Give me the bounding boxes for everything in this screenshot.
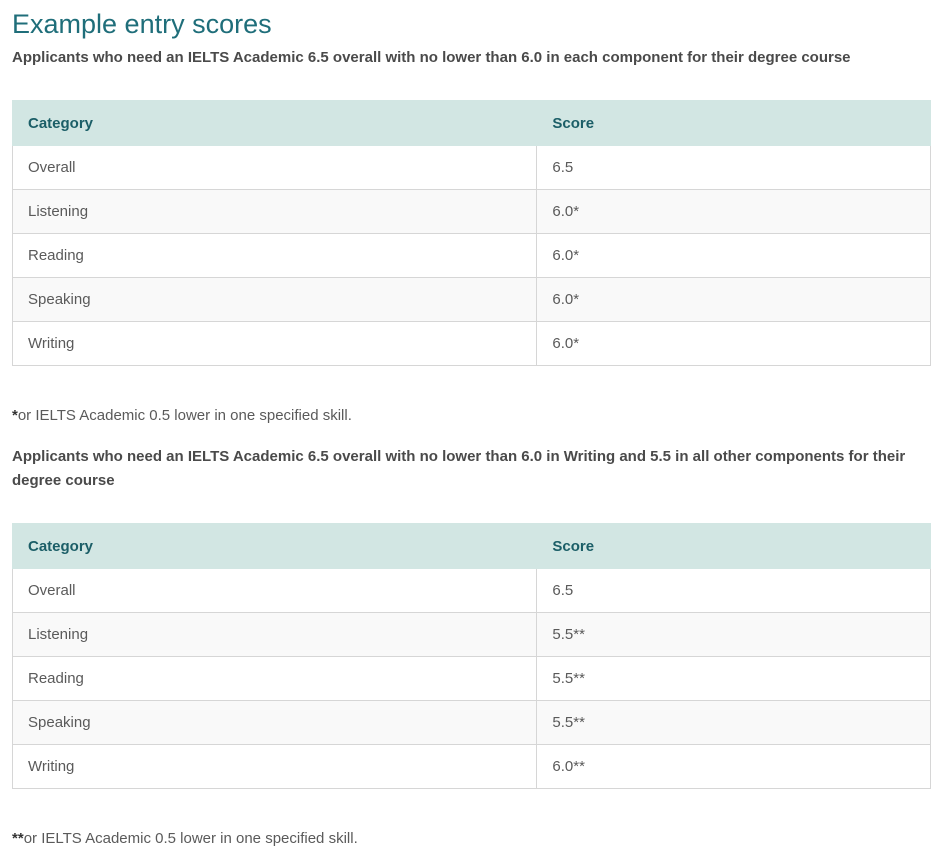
category-cell: Speaking: [13, 701, 537, 745]
table-header-row: [13, 101, 931, 146]
footnote-text: or IELTS Academic 0.5 lower in one specified skill.: [17, 407, 352, 424]
category-cell: Speaking: [13, 278, 537, 322]
column-header-score: Score: [537, 524, 931, 569]
page-title: Example entry scores: [12, 9, 272, 39]
table-row: [13, 190, 931, 234]
category-cell: Reading: [13, 657, 537, 701]
footnote-text: or IELTS Academic 0.5 lower in one specified skill.: [23, 830, 358, 847]
column-header-score: Score: [537, 101, 931, 146]
score-cell: 6.0*: [537, 278, 931, 322]
table-row: [13, 613, 931, 657]
table-row: [13, 278, 931, 322]
category-cell: Writing: [13, 745, 537, 789]
scores-table-2: [12, 523, 931, 789]
scores-table-1: [12, 100, 931, 366]
table-row: [13, 322, 931, 366]
footnote-marker: *: [12, 407, 18, 424]
score-cell: 5.5**: [537, 613, 931, 657]
category-cell: Overall: [13, 146, 537, 190]
score-cell: 6.0*: [537, 190, 931, 234]
section-1-intro: Applicants who need an IELTS Academic 6.5 overall with no lower than 6.0 in each component for their degree course: [12, 49, 851, 66]
footnote-2: [12, 829, 358, 849]
table-row: [13, 146, 931, 190]
table-row: [13, 569, 931, 613]
table-row: [13, 657, 931, 701]
category-cell: Listening: [13, 613, 537, 657]
table-header-row: [13, 524, 931, 569]
score-cell: 6.5: [537, 146, 931, 190]
score-cell: 5.5**: [537, 657, 931, 701]
category-cell: Writing: [13, 322, 537, 366]
score-cell: 6.5: [537, 569, 931, 613]
column-header-category: Category: [13, 524, 537, 569]
category-cell: Reading: [13, 234, 537, 278]
category-cell: Listening: [13, 190, 537, 234]
column-header-category: Category: [13, 101, 537, 146]
table-row: [13, 234, 931, 278]
table-row: [13, 745, 931, 789]
score-cell: 6.0*: [537, 234, 931, 278]
category-cell: Overall: [13, 569, 537, 613]
footnote-marker: **: [12, 830, 24, 847]
section-2-intro: Applicants who need an IELTS Academic 6.5 overall with no lower than 6.0 in Writing and 5.5 in all other components for their degree course: [12, 448, 906, 489]
score-cell: 5.5**: [537, 701, 931, 745]
score-cell: 6.0**: [537, 745, 931, 789]
score-cell: 6.0*: [537, 322, 931, 366]
footnote-1: [12, 406, 352, 426]
table-row: [13, 701, 931, 745]
